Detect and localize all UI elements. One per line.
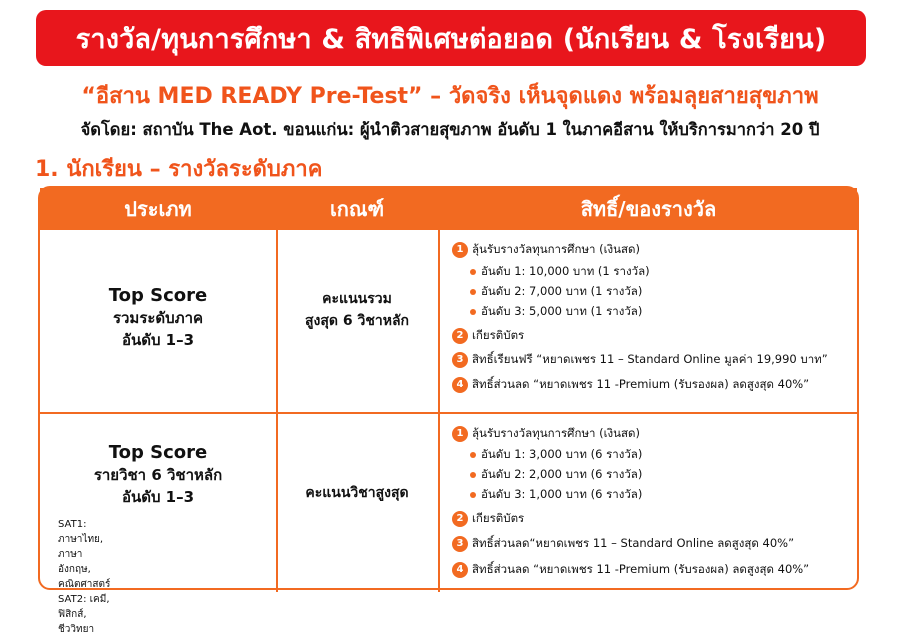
- criteria-cell: [276, 482, 438, 504]
- number-badge: 1: [452, 242, 468, 258]
- header-benefits: สิทธิ์/ของรางวัล: [580, 197, 717, 221]
- benefit-item: [452, 561, 809, 579]
- tier-title: Top Score: [108, 285, 208, 306]
- table-header: [40, 188, 857, 230]
- benefit-text: สิทธิ์ส่วนลด “หยาดเพชร 11 -Premium (รับรองผล) ลดสูงสุด 40%”: [472, 562, 810, 576]
- tier-cell: [40, 442, 276, 508]
- number-badge: 2: [452, 328, 468, 344]
- rank-text: อันดับ 3: 5,000 บาท (1 รางวัล): [481, 304, 643, 318]
- tier-scope: รายวิชา 6 วิชาหลัก: [93, 466, 223, 484]
- benefit-text: เกียรติบัตร: [472, 328, 525, 342]
- rank-text: อันดับ 3: 1,000 บาท (6 รางวัล): [481, 487, 643, 501]
- column-divider: [438, 230, 440, 592]
- benefit-item: [452, 327, 524, 345]
- rank-text: อันดับ 1: 10,000 บาท (1 รางวัล): [481, 264, 650, 278]
- benefit-text: ลุ้นรับรางวัลทุนการศึกษา (เงินสด): [472, 242, 641, 256]
- bullet-dot-icon: [470, 289, 476, 295]
- benefit-item: [452, 425, 640, 443]
- criteria-line: คะแนนวิชาสูงสุด: [305, 485, 409, 501]
- number-badge: 3: [452, 352, 468, 368]
- benefit-item: [452, 351, 828, 369]
- number-badge: 1: [452, 426, 468, 442]
- benefit-text: สิทธิ์เรียนฟรี “หยาดเพชร 11 – Standard Online มูลค่า 19,990 บาท”: [472, 352, 828, 366]
- benefit-item: [452, 376, 809, 394]
- banner-title: รางวัล/ทุนการศึกษา & สิทธิพิเศษต่อยอด (นักเรียน & โรงเรียน): [75, 23, 827, 55]
- criteria-line: คะแนนรวม: [322, 291, 392, 307]
- rank-item: [470, 303, 642, 321]
- benefit-text: เกียรติบัตร: [472, 511, 525, 525]
- rank-item: [470, 466, 642, 484]
- tier-scope: รวมระดับภาค: [112, 309, 204, 327]
- rank-text: อันดับ 2: 2,000 บาท (6 รางวัล): [481, 467, 643, 481]
- benefit-item: [452, 510, 524, 528]
- benefit-item: [452, 535, 794, 553]
- subject-note: SAT1: ภาษาไทย, ภาษาอังกฤษ, คณิตศาสตร์: [58, 519, 111, 590]
- rank-item: [470, 446, 642, 464]
- number-badge: 4: [452, 377, 468, 393]
- bullet-dot-icon: [470, 309, 476, 315]
- tier-rank: อันดับ 1–3: [121, 331, 195, 349]
- benefit-text: ลุ้นรับรางวัลทุนการศึกษา (เงินสด): [472, 426, 641, 440]
- benefit-text: สิทธิ์ส่วนลด“หยาดเพชร 11 – Standard Online ลดสูงสุด 40%”: [472, 536, 795, 550]
- benefit-item: [452, 241, 640, 259]
- column-divider: [276, 230, 278, 592]
- rank-item: [470, 263, 650, 281]
- tier-title: Top Score: [108, 442, 208, 463]
- rank-text: อันดับ 1: 3,000 บาท (6 รางวัล): [481, 447, 643, 461]
- rank-item: [470, 283, 642, 301]
- section-title: 1. นักเรียน – รางวัลระดับภาค: [35, 157, 323, 182]
- benefit-text: สิทธิ์ส่วนลด “หยาดเพชร 11 -Premium (รับรองผล) ลดสูงสุด 40%”: [472, 377, 810, 391]
- subject-notes: [58, 517, 110, 637]
- header-category: ประเภท: [124, 197, 192, 221]
- bullet-dot-icon: [470, 492, 476, 498]
- rank-item: [470, 486, 642, 504]
- subject-note: SAT2: เคมี, ฟิสิกส์, ชีววิทยา: [58, 594, 110, 635]
- criteria-line: สูงสุด 6 วิชาหลัก: [304, 313, 409, 329]
- awards-table: [38, 186, 859, 635]
- rank-text: อันดับ 2: 7,000 บาท (1 รางวัล): [481, 284, 643, 298]
- title-banner: [36, 10, 866, 66]
- tier-rank: อันดับ 1–3: [121, 488, 195, 506]
- header-criteria: เกณฑ์: [329, 197, 385, 221]
- organizer-line: จัดโดย: สถาบัน The Aot. ขอนแก่น: ผู้นำติวสายสุขภาพ อันดับ 1 ในภาคอีสาน ให้บริการมากว่า 20 ปี: [80, 120, 820, 139]
- bullet-dot-icon: [470, 269, 476, 275]
- row-divider: [40, 412, 857, 414]
- tier-cell: [40, 285, 276, 351]
- number-badge: 2: [452, 511, 468, 527]
- criteria-cell: [276, 288, 438, 332]
- bullet-dot-icon: [470, 472, 476, 478]
- number-badge: 4: [452, 562, 468, 578]
- headline: “อีสาน MED READY Pre-Test” – วัดจริง เห็นจุดแดง พร้อมลุยสายสุขภาพ: [81, 84, 819, 109]
- number-badge: 3: [452, 536, 468, 552]
- bullet-dot-icon: [470, 452, 476, 458]
